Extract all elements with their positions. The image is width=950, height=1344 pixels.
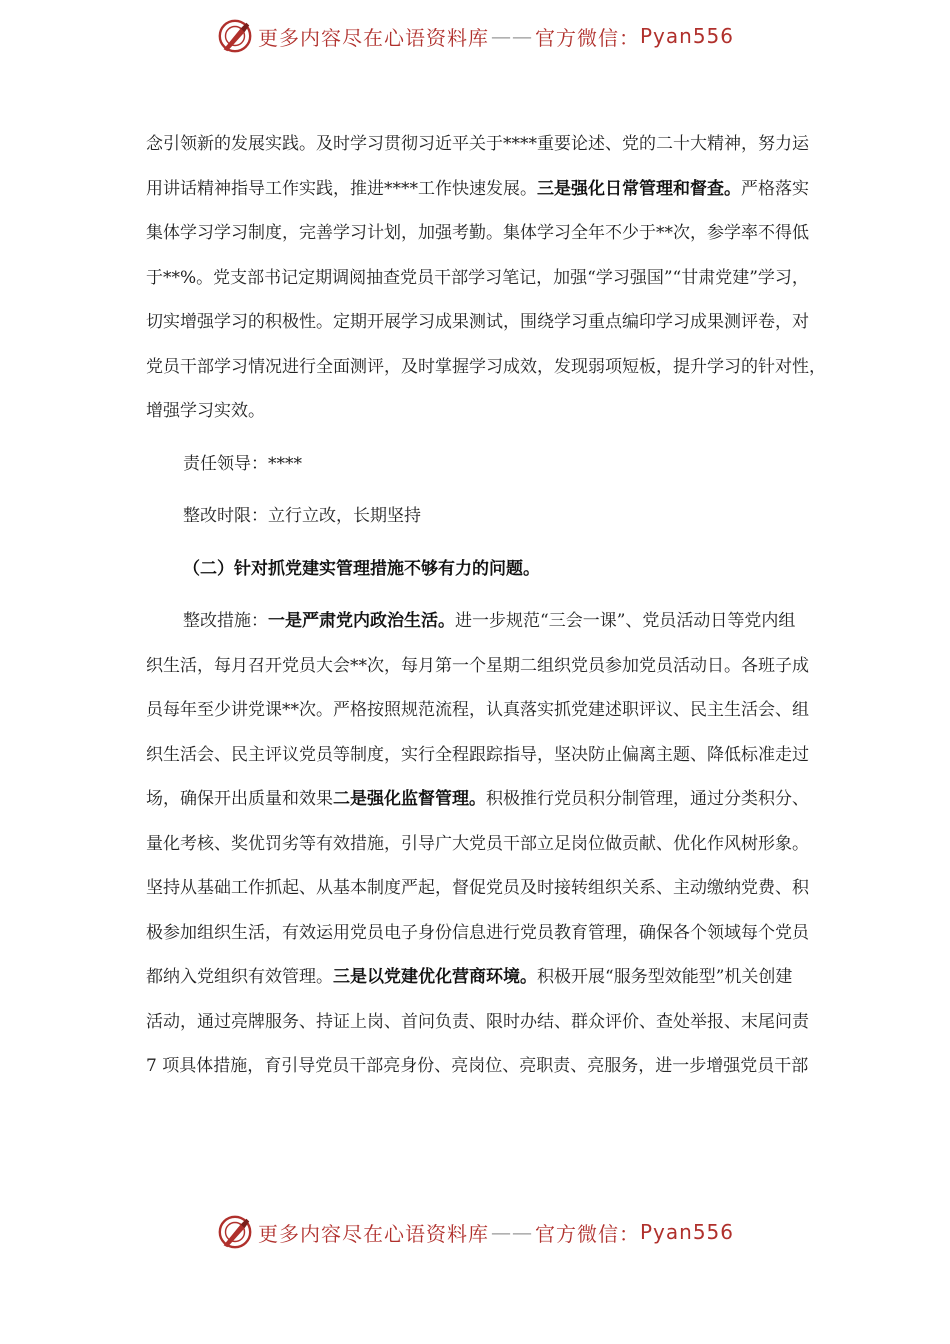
text-run: 都纳入党组织有效管理。 bbox=[146, 967, 333, 987]
section-heading-2 bbox=[146, 547, 816, 592]
text-run: 进一步规范“三会一课”、党员活动日等党内组 bbox=[455, 611, 796, 631]
para2-line11: 7 项具体措施，育引导党员干部亮身份、亮岗位、亮职责、亮服务，进一步增强党员干部 bbox=[146, 1056, 809, 1076]
para1-line7: 增强学习实效。 bbox=[146, 401, 265, 421]
bold-heading-run: 一是严肃党内政治生活。 bbox=[268, 611, 455, 631]
para1-line1: 念引领新的发展实践。及时学习贯彻习近平关于****重要论述、党的二十大精神，努力运 bbox=[146, 134, 809, 154]
bold-heading-run: 三是以党建优化营商环境。 bbox=[333, 967, 537, 987]
text-run: 场，确保开出质量和效果 bbox=[146, 789, 333, 809]
para2-line10: 活动，通过亮牌服务、持证上岗、首问负责、限时办结、群众评价、查处举报、末尾问责 bbox=[146, 1011, 809, 1032]
pen-logo-icon bbox=[216, 17, 254, 55]
banner-wechat-id: Pyan556 bbox=[639, 24, 734, 48]
para2-line4: 织生活会、民主评议党员等制度，实行全程跟踪指导，坚决防止偏离主题、降低标准走过 bbox=[146, 744, 809, 765]
banner-wechat-label: 官方微信： bbox=[534, 25, 640, 50]
para1-line3: 集体学习学习制度，完善学习计划，加强考勤。集体学习全年不少于**次，参学率不得低 bbox=[146, 223, 809, 243]
text-run: 严格落实 bbox=[741, 178, 809, 199]
para2-line7: 坚持从基础工作抓起、从基本制度严起，督促党员及时接转组织关系、主动缴纳党费、积 bbox=[146, 878, 809, 898]
para1-line4: 于**%。党支部书记定期调阅抽查党员干部学习笔记，加强“学习强国”“甘肃党建”学习， bbox=[146, 267, 809, 288]
bold-heading-run: 二是强化监督管理。 bbox=[333, 789, 486, 809]
para2-line5 bbox=[146, 777, 816, 822]
pen-logo-icon bbox=[216, 1213, 254, 1251]
text-run: 积极开展“服务型效能型”机关创建 bbox=[537, 967, 793, 987]
para2-line9 bbox=[146, 955, 816, 1000]
para2-line3: 员每年至少讲党课**次。严格按照规范流程，认真落实抓党建述职评议、民主生活会、组 bbox=[146, 700, 809, 720]
text-run: 整改措施： bbox=[183, 611, 268, 631]
banner-wechat-id: Pyan556 bbox=[639, 1220, 734, 1244]
text-run: 用讲话精神指导工作实践，推进****工作快速发展。 bbox=[146, 178, 537, 199]
deadline: 整改时限：立行立改，长期坚持 bbox=[183, 506, 421, 526]
para1-line6: 党员干部学习情况进行全面测评，及时掌握学习成效，发现弱项短板，提升学习的针对性， bbox=[146, 356, 826, 377]
responsible-leader: 责任领导：**** bbox=[183, 453, 302, 474]
para2-line2: 织生活，每月召开党员大会**次，每月第一个星期二组织党员参加党员活动日。各班子成 bbox=[146, 655, 809, 676]
document-body bbox=[146, 122, 826, 1089]
para1-line5: 切实增强学习的积极性。定期开展学习成果测试，围绕学习重点编印学习成果测评卷，对 bbox=[146, 312, 809, 332]
banner-separator: —— bbox=[490, 1220, 533, 1244]
footer-banner bbox=[0, 1212, 950, 1252]
banner-name: 更多内容尽在心语资料库 bbox=[257, 25, 489, 50]
banner-name: 更多内容尽在心语资料库 bbox=[257, 1221, 489, 1246]
header-banner bbox=[0, 16, 950, 56]
section-heading-text: （二）针对抓党建实管理措施不够有力的问题。 bbox=[183, 558, 540, 579]
para2-line8: 极参加组织生活，有效运用党员电子身份信息进行党员教育管理，确保各个领域每个党员 bbox=[146, 922, 809, 943]
para2-line6: 量化考核、奖优罚劣等有效措施，引导广大党员干部立足岗位做贡献、优化作风树形象。 bbox=[146, 833, 809, 854]
para2-line1 bbox=[146, 599, 816, 644]
bold-heading-run: 三是强化日常管理和督查。 bbox=[537, 178, 741, 199]
text-run: 积极推行党员积分制管理，通过分类积分、 bbox=[486, 789, 809, 809]
banner-separator: —— bbox=[490, 24, 533, 48]
para1-line2 bbox=[146, 167, 816, 212]
banner-wechat-label: 官方微信： bbox=[534, 1221, 640, 1246]
